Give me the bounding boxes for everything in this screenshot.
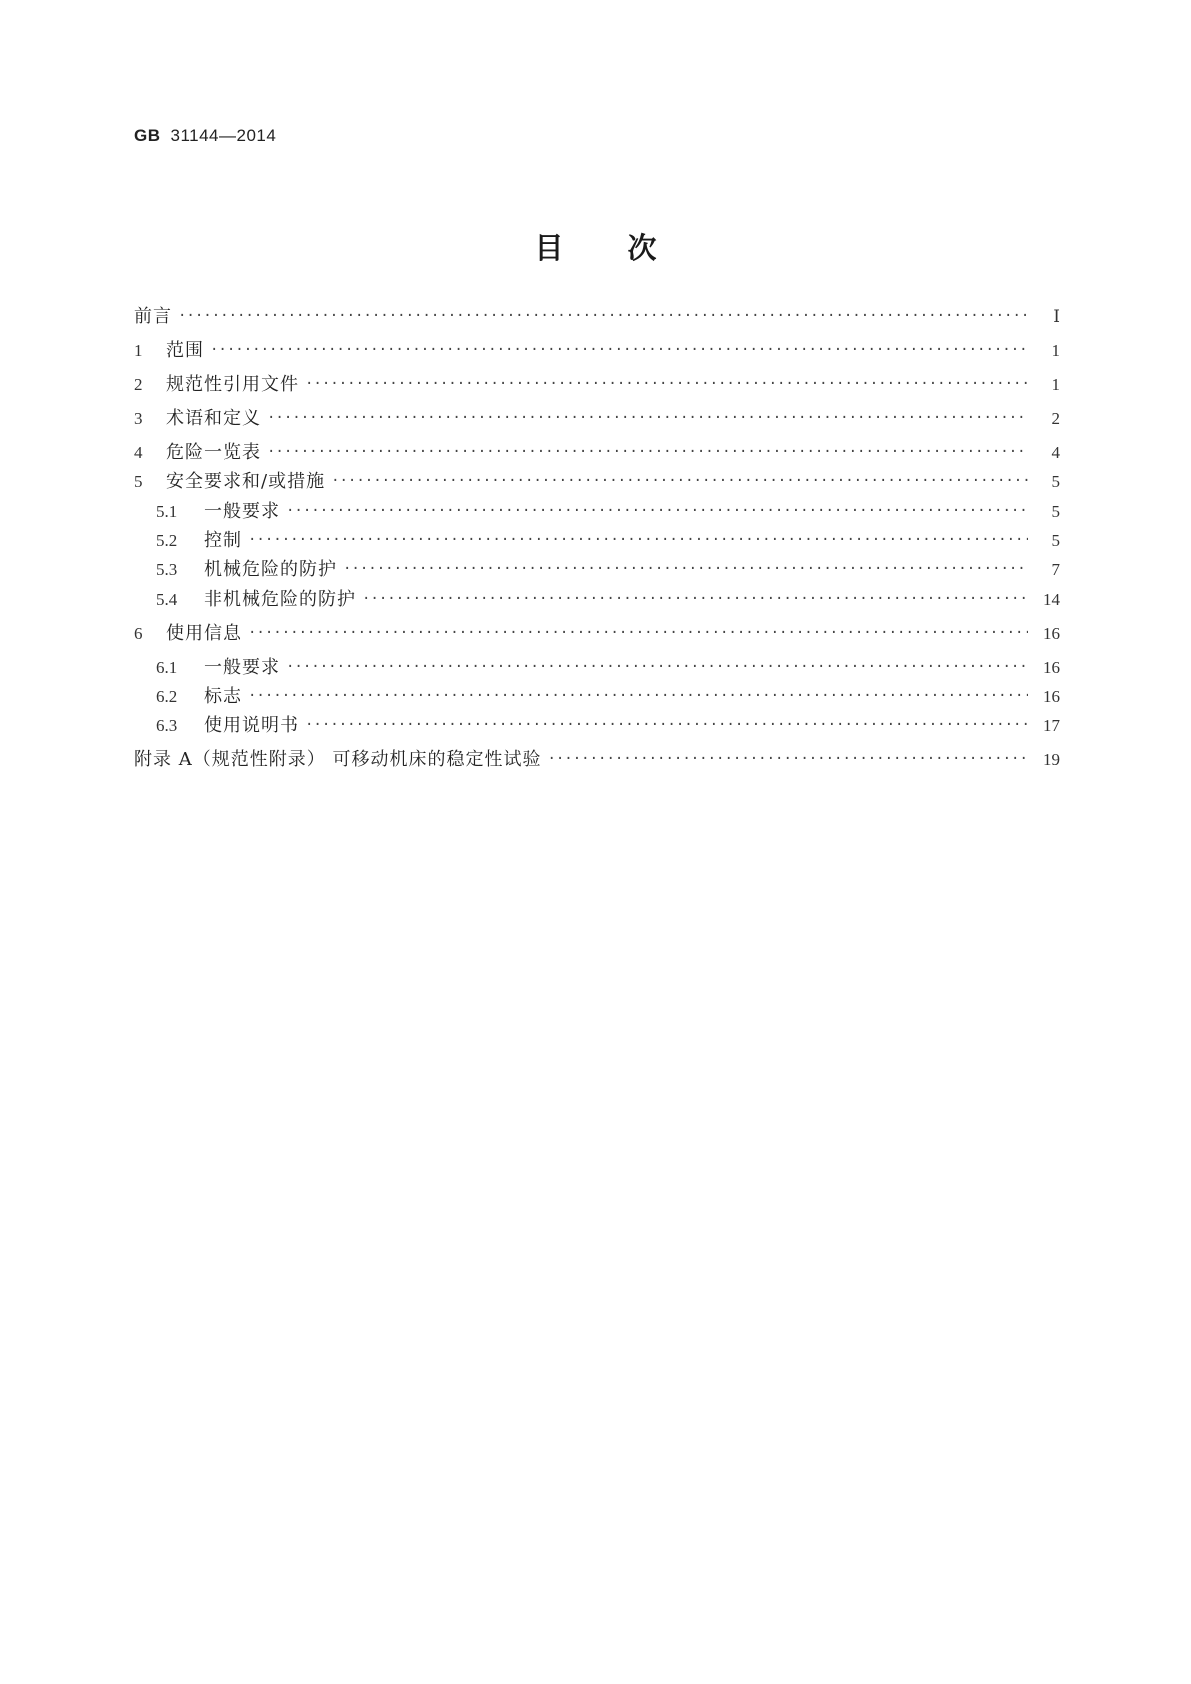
toc-entry-page: 5 [1051,531,1060,550]
toc-entry-label: 规范性引用文件 [166,374,299,395]
toc-entry-page: 16 [1043,658,1060,677]
toc-entry-6-1[interactable] [134,656,1060,680]
toc-entry-label: 一般要求 [204,657,280,678]
toc-entry-page: 16 [1043,687,1060,706]
toc-entry-number: 5.2 [156,531,178,550]
toc-leader-dots [248,529,1028,553]
toc-entry-page: 5 [1051,472,1060,491]
toc-entry-label: 附录 A（规范性附录） 可移动机床的稳定性试验 [134,749,542,770]
toc-leader-dots [248,685,1028,709]
page-title: 目次 [534,231,721,265]
toc-entry-number: 5.3 [156,560,178,579]
toc-entry-6-2[interactable] [134,685,1060,709]
toc-leader-dots [210,339,1028,363]
toc-leader-dots [547,748,1028,772]
toc-entry-number: 6.3 [156,716,178,735]
toc-entry-number: 6.2 [156,687,178,706]
toc-entry-page: 5 [1051,502,1060,521]
toc-entry-label: 前言 [134,306,172,327]
toc-leader-dots [305,714,1028,738]
toc-entry-label: 范围 [166,340,204,361]
toc-leader-dots [267,407,1028,431]
toc-entry-label: 术语和定义 [166,408,261,429]
standard-number: 31144—2014 [170,126,277,145]
toc-entry-5-2[interactable] [134,529,1060,553]
gb-mark: GB [134,126,161,145]
toc-leader-dots [286,500,1028,524]
toc-entry-number: 5.4 [156,590,178,609]
toc-entry-label: 控制 [204,530,242,551]
toc-entry-number: 1 [134,341,143,360]
toc-entry-label: 使用说明书 [204,715,299,736]
toc-entry-number: 2 [134,375,143,394]
toc-entry-number: 6 [134,624,143,643]
toc-entry-page: Ⅰ [1053,307,1060,326]
toc-entry-5-4[interactable] [134,588,1060,612]
toc-leader-dots [286,656,1028,680]
toc-entry-number: 3 [134,409,143,428]
toc-entry-label: 危险一览表 [166,442,261,463]
toc-entry-safety-requirements[interactable] [134,470,1060,494]
toc-entry-page: 1 [1051,341,1060,360]
toc-entry-label: 机械危险的防护 [204,559,337,580]
toc-entry-page: 7 [1051,560,1060,579]
toc-entry-label: 安全要求和/或措施 [166,471,326,492]
table-of-contents [134,0,1060,1684]
toc-leader-dots [343,558,1028,582]
toc-leader-dots [267,441,1028,465]
toc-entry-5-3[interactable] [134,558,1060,582]
toc-entry-preface[interactable] [134,305,1060,329]
toc-entry-normative-references[interactable] [134,373,1060,397]
toc-entry-number: 5.1 [156,502,178,521]
toc-leader-dots [178,305,1028,329]
toc-entry-page: 14 [1043,590,1060,609]
toc-entry-information-for-use[interactable] [134,622,1060,646]
toc-entry-page: 4 [1051,443,1060,462]
toc-entry-6-3[interactable] [134,714,1060,738]
toc-entry-5-1[interactable] [134,500,1060,524]
toc-entry-page: 16 [1043,624,1060,643]
toc-entry-label: 使用信息 [166,623,242,644]
toc-entry-page: 19 [1043,750,1060,769]
toc-entry-hazard-list[interactable] [134,441,1060,465]
toc-entry-number: 5 [134,472,143,491]
toc-entry-page: 1 [1051,375,1060,394]
toc-entry-number: 6.1 [156,658,178,677]
toc-leader-dots [305,373,1028,397]
toc-leader-dots [248,622,1028,646]
toc-entry-annex-a[interactable] [134,748,1060,772]
toc-leader-dots [362,588,1028,612]
toc-entry-scope[interactable] [134,339,1060,363]
toc-entry-page: 17 [1043,716,1060,735]
toc-entry-label: 非机械危险的防护 [204,589,356,610]
toc-entry-label: 标志 [204,686,242,707]
toc-entry-label: 一般要求 [204,501,280,522]
toc-leader-dots [331,470,1028,494]
toc-entry-terms-definitions[interactable] [134,407,1060,431]
toc-entry-number: 4 [134,443,143,462]
toc-entry-page: 2 [1051,409,1060,428]
